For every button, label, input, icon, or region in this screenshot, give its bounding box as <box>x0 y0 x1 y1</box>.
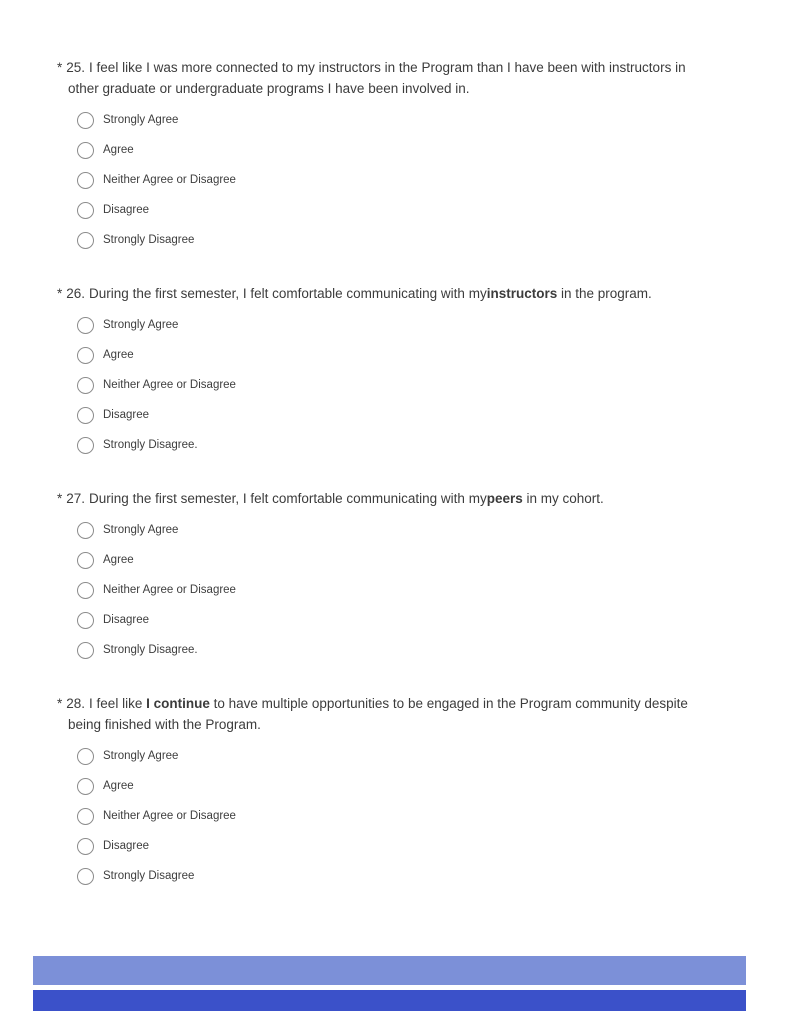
radio-button[interactable] <box>77 112 94 129</box>
answer-option-row[interactable] <box>77 522 707 539</box>
option-label: Strongly Agree <box>103 524 179 536</box>
question-number: 27. <box>66 491 86 506</box>
option-label: Agree <box>103 554 134 566</box>
radio-button[interactable] <box>77 808 94 825</box>
radio-button[interactable] <box>77 582 94 599</box>
answer-option-row[interactable] <box>77 407 707 424</box>
radio-button[interactable] <box>77 612 94 629</box>
answer-option-row[interactable] <box>77 347 707 364</box>
option-label: Neither Agree or Disagree <box>103 810 236 822</box>
option-label: Strongly Agree <box>103 319 179 331</box>
radio-button[interactable] <box>77 377 94 394</box>
answer-option-row[interactable] <box>77 377 707 394</box>
answer-option-row[interactable] <box>77 642 707 659</box>
required-asterisk: * <box>57 286 63 301</box>
radio-button[interactable] <box>77 552 94 569</box>
radio-button[interactable] <box>77 868 94 885</box>
required-asterisk: * <box>57 60 63 75</box>
radio-button[interactable] <box>77 838 94 855</box>
option-label: Strongly Disagree. <box>103 439 198 451</box>
answer-option-row[interactable] <box>77 232 707 249</box>
option-label: Disagree <box>103 204 150 216</box>
question-list <box>57 57 717 919</box>
option-label: Agree <box>103 780 134 792</box>
answer-option-row[interactable] <box>77 202 707 219</box>
answer-option-row[interactable] <box>77 172 707 189</box>
radio-button[interactable] <box>77 142 94 159</box>
footer-bar-top <box>33 956 746 985</box>
question-number: 26. <box>66 286 86 301</box>
survey-question <box>57 488 707 659</box>
radio-button[interactable] <box>77 778 94 795</box>
option-label: Neither Agree or Disagree <box>103 379 236 391</box>
radio-button[interactable] <box>77 642 94 659</box>
required-asterisk: * <box>57 696 63 711</box>
option-list <box>57 112 707 249</box>
answer-option-row[interactable] <box>77 838 707 855</box>
question-title <box>57 693 707 735</box>
answer-option-row[interactable] <box>77 748 707 765</box>
question-number: 28. <box>66 696 86 711</box>
option-label: Disagree <box>103 409 150 421</box>
question-title <box>57 283 707 304</box>
radio-button[interactable] <box>77 522 94 539</box>
answer-option-row[interactable] <box>77 808 707 825</box>
footer-bar-bottom <box>33 990 746 1011</box>
radio-button[interactable] <box>77 748 94 765</box>
option-list <box>57 522 707 659</box>
option-label: Strongly Agree <box>103 114 179 126</box>
radio-button[interactable] <box>77 437 94 454</box>
question-text: I feel like I was more connected to my instructors in the Program than I have been with instructors in other graduate or undergraduate programs I have been involved in. <box>68 60 686 96</box>
option-label: Strongly Disagree <box>103 870 195 882</box>
option-label: Disagree <box>103 614 150 626</box>
option-label: Disagree <box>103 840 150 852</box>
radio-button[interactable] <box>77 172 94 189</box>
radio-button[interactable] <box>77 202 94 219</box>
option-list <box>57 748 707 885</box>
answer-option-row[interactable] <box>77 552 707 569</box>
question-text: I feel like I continue to have multiple opportunities to be engaged in the Program community despite being finished with the Program. <box>68 696 688 732</box>
question-text: During the first semester, I felt comfortable communicating with myinstructors in the program. <box>89 286 652 301</box>
radio-button[interactable] <box>77 317 94 334</box>
option-label: Strongly Disagree. <box>103 644 198 656</box>
survey-question <box>57 57 707 249</box>
survey-question <box>57 693 707 885</box>
question-number: 25. <box>66 60 86 75</box>
survey-question <box>57 283 707 454</box>
option-label: Strongly Agree <box>103 750 179 762</box>
answer-option-row[interactable] <box>77 437 707 454</box>
answer-option-row[interactable] <box>77 112 707 129</box>
answer-option-row[interactable] <box>77 582 707 599</box>
radio-button[interactable] <box>77 347 94 364</box>
option-label: Agree <box>103 144 134 156</box>
answer-option-row[interactable] <box>77 317 707 334</box>
answer-option-row[interactable] <box>77 142 707 159</box>
question-title <box>57 488 707 509</box>
option-label: Neither Agree or Disagree <box>103 584 236 596</box>
answer-option-row[interactable] <box>77 612 707 629</box>
question-text: During the first semester, I felt comfortable communicating with mypeers in my cohort. <box>89 491 604 506</box>
radio-button[interactable] <box>77 407 94 424</box>
option-label: Agree <box>103 349 134 361</box>
required-asterisk: * <box>57 491 63 506</box>
answer-option-row[interactable] <box>77 868 707 885</box>
option-list <box>57 317 707 454</box>
option-label: Strongly Disagree <box>103 234 195 246</box>
option-label: Neither Agree or Disagree <box>103 174 236 186</box>
answer-option-row[interactable] <box>77 778 707 795</box>
question-title <box>57 57 707 99</box>
radio-button[interactable] <box>77 232 94 249</box>
